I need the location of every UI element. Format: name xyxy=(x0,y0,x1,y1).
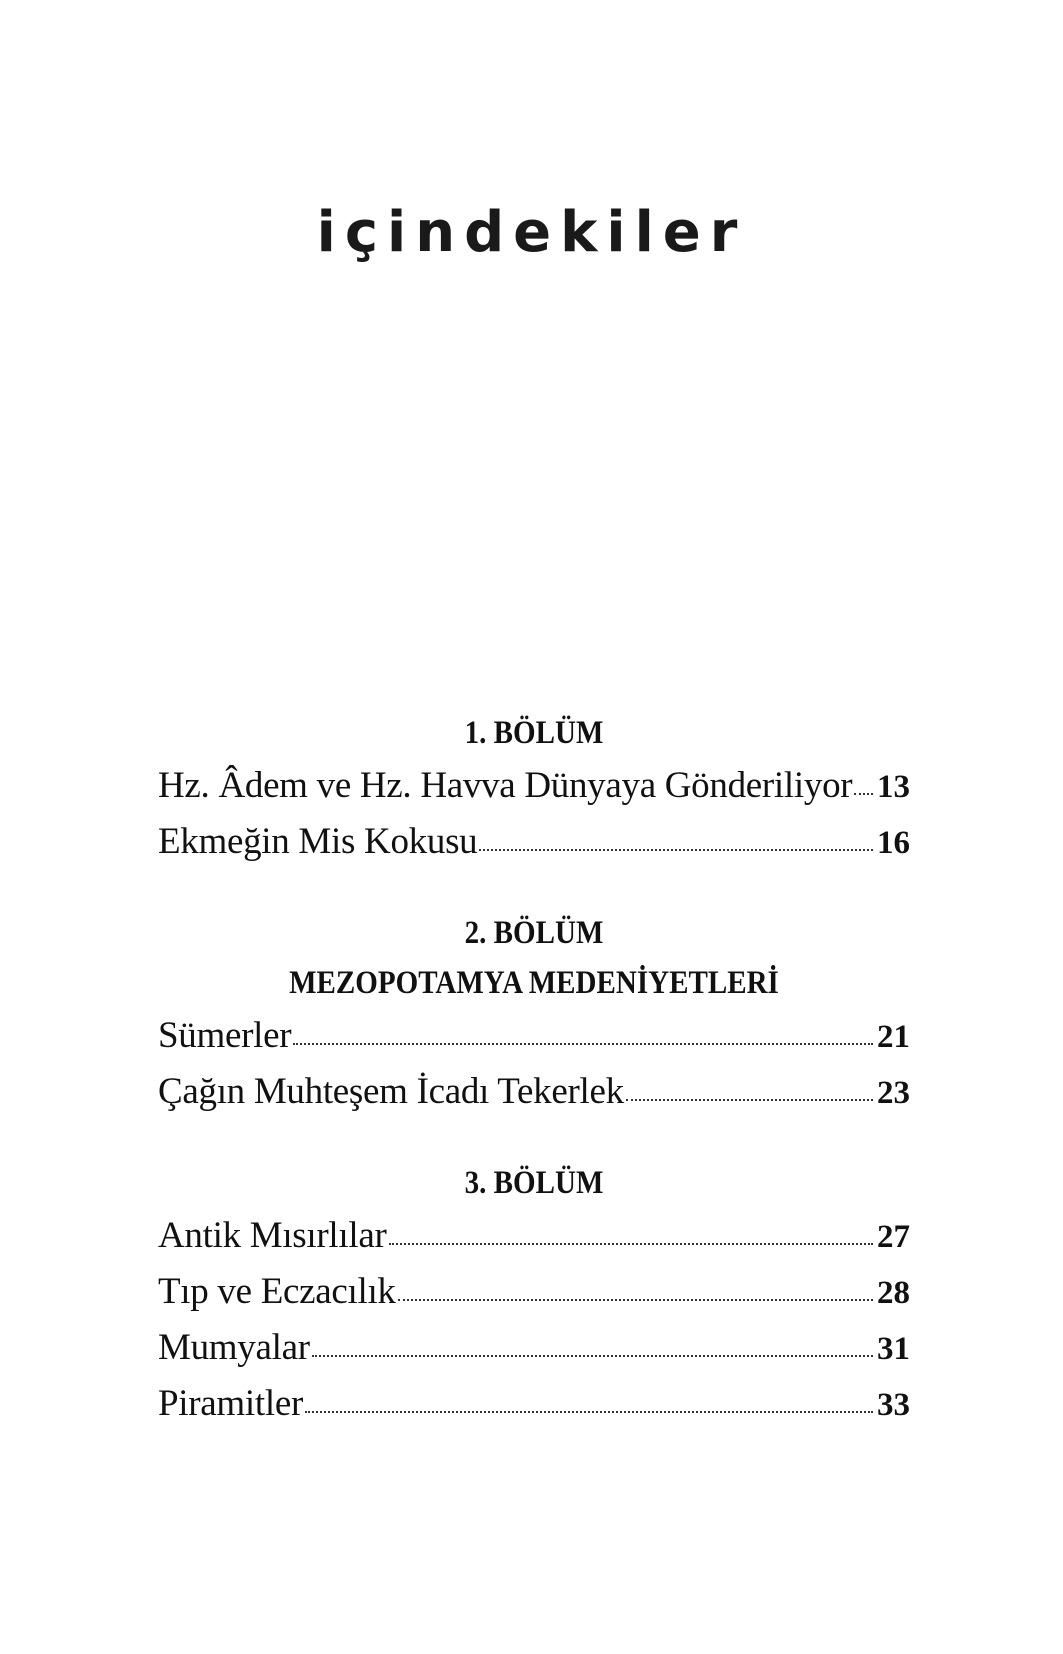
toc-entry[interactable] xyxy=(158,1376,910,1432)
toc-entry-title: Çağın Muhteşem İcadı Tekerlek xyxy=(158,1071,624,1112)
toc-entry[interactable] xyxy=(158,758,910,814)
toc-entry[interactable] xyxy=(158,1064,910,1120)
section-subheading: MEZOPOTAMYA MEDENİYETLERİ xyxy=(289,965,779,1001)
toc-entry-title: Ekmeğin Mis Kokusu xyxy=(158,821,478,862)
toc-entry-page: 23 xyxy=(877,1075,910,1111)
toc-entry-page: 31 xyxy=(877,1331,910,1367)
toc-entry-title: Hz. Âdem ve Hz. Havva Dünyaya Gönderiliyor xyxy=(158,765,853,806)
toc-entry-page: 33 xyxy=(877,1387,910,1423)
toc-entry[interactable] xyxy=(158,1320,910,1376)
toc-entry[interactable] xyxy=(158,1008,910,1064)
dot-leader xyxy=(479,849,873,851)
toc-entry[interactable] xyxy=(158,1264,910,1320)
dot-leader xyxy=(854,793,873,795)
dot-leader xyxy=(626,1099,873,1101)
section-heading: 1. BÖLÜM xyxy=(464,715,604,751)
toc-entry-page: 16 xyxy=(877,825,910,861)
toc-entry-page: 13 xyxy=(877,769,910,805)
toc-entry-title: Mumyalar xyxy=(158,1327,310,1368)
toc-entry[interactable] xyxy=(158,1208,910,1264)
dot-leader xyxy=(389,1243,874,1245)
toc-entry-page: 21 xyxy=(877,1019,910,1055)
table-of-contents xyxy=(158,708,910,1470)
toc-entry-title: Sümerler xyxy=(158,1015,292,1056)
toc-section-2 xyxy=(158,908,910,1120)
toc-entry-page: 27 xyxy=(877,1219,910,1255)
toc-section-1 xyxy=(158,708,910,870)
toc-entry[interactable] xyxy=(158,814,910,870)
toc-section-3 xyxy=(158,1158,910,1432)
dot-leader xyxy=(312,1355,873,1357)
section-heading: 3. BÖLÜM xyxy=(464,1165,604,1201)
dot-leader xyxy=(398,1299,873,1301)
toc-entry-title: Antik Mısırlılar xyxy=(158,1215,387,1256)
toc-entry-page: 28 xyxy=(877,1275,910,1311)
dot-leader xyxy=(305,1411,873,1413)
toc-entry-title: Tıp ve Eczacılık xyxy=(158,1271,396,1312)
page-title: içindekiler xyxy=(316,200,747,265)
section-heading: 2. BÖLÜM xyxy=(464,915,604,951)
dot-leader xyxy=(293,1043,873,1045)
toc-entry-title: Piramitler xyxy=(158,1383,303,1424)
